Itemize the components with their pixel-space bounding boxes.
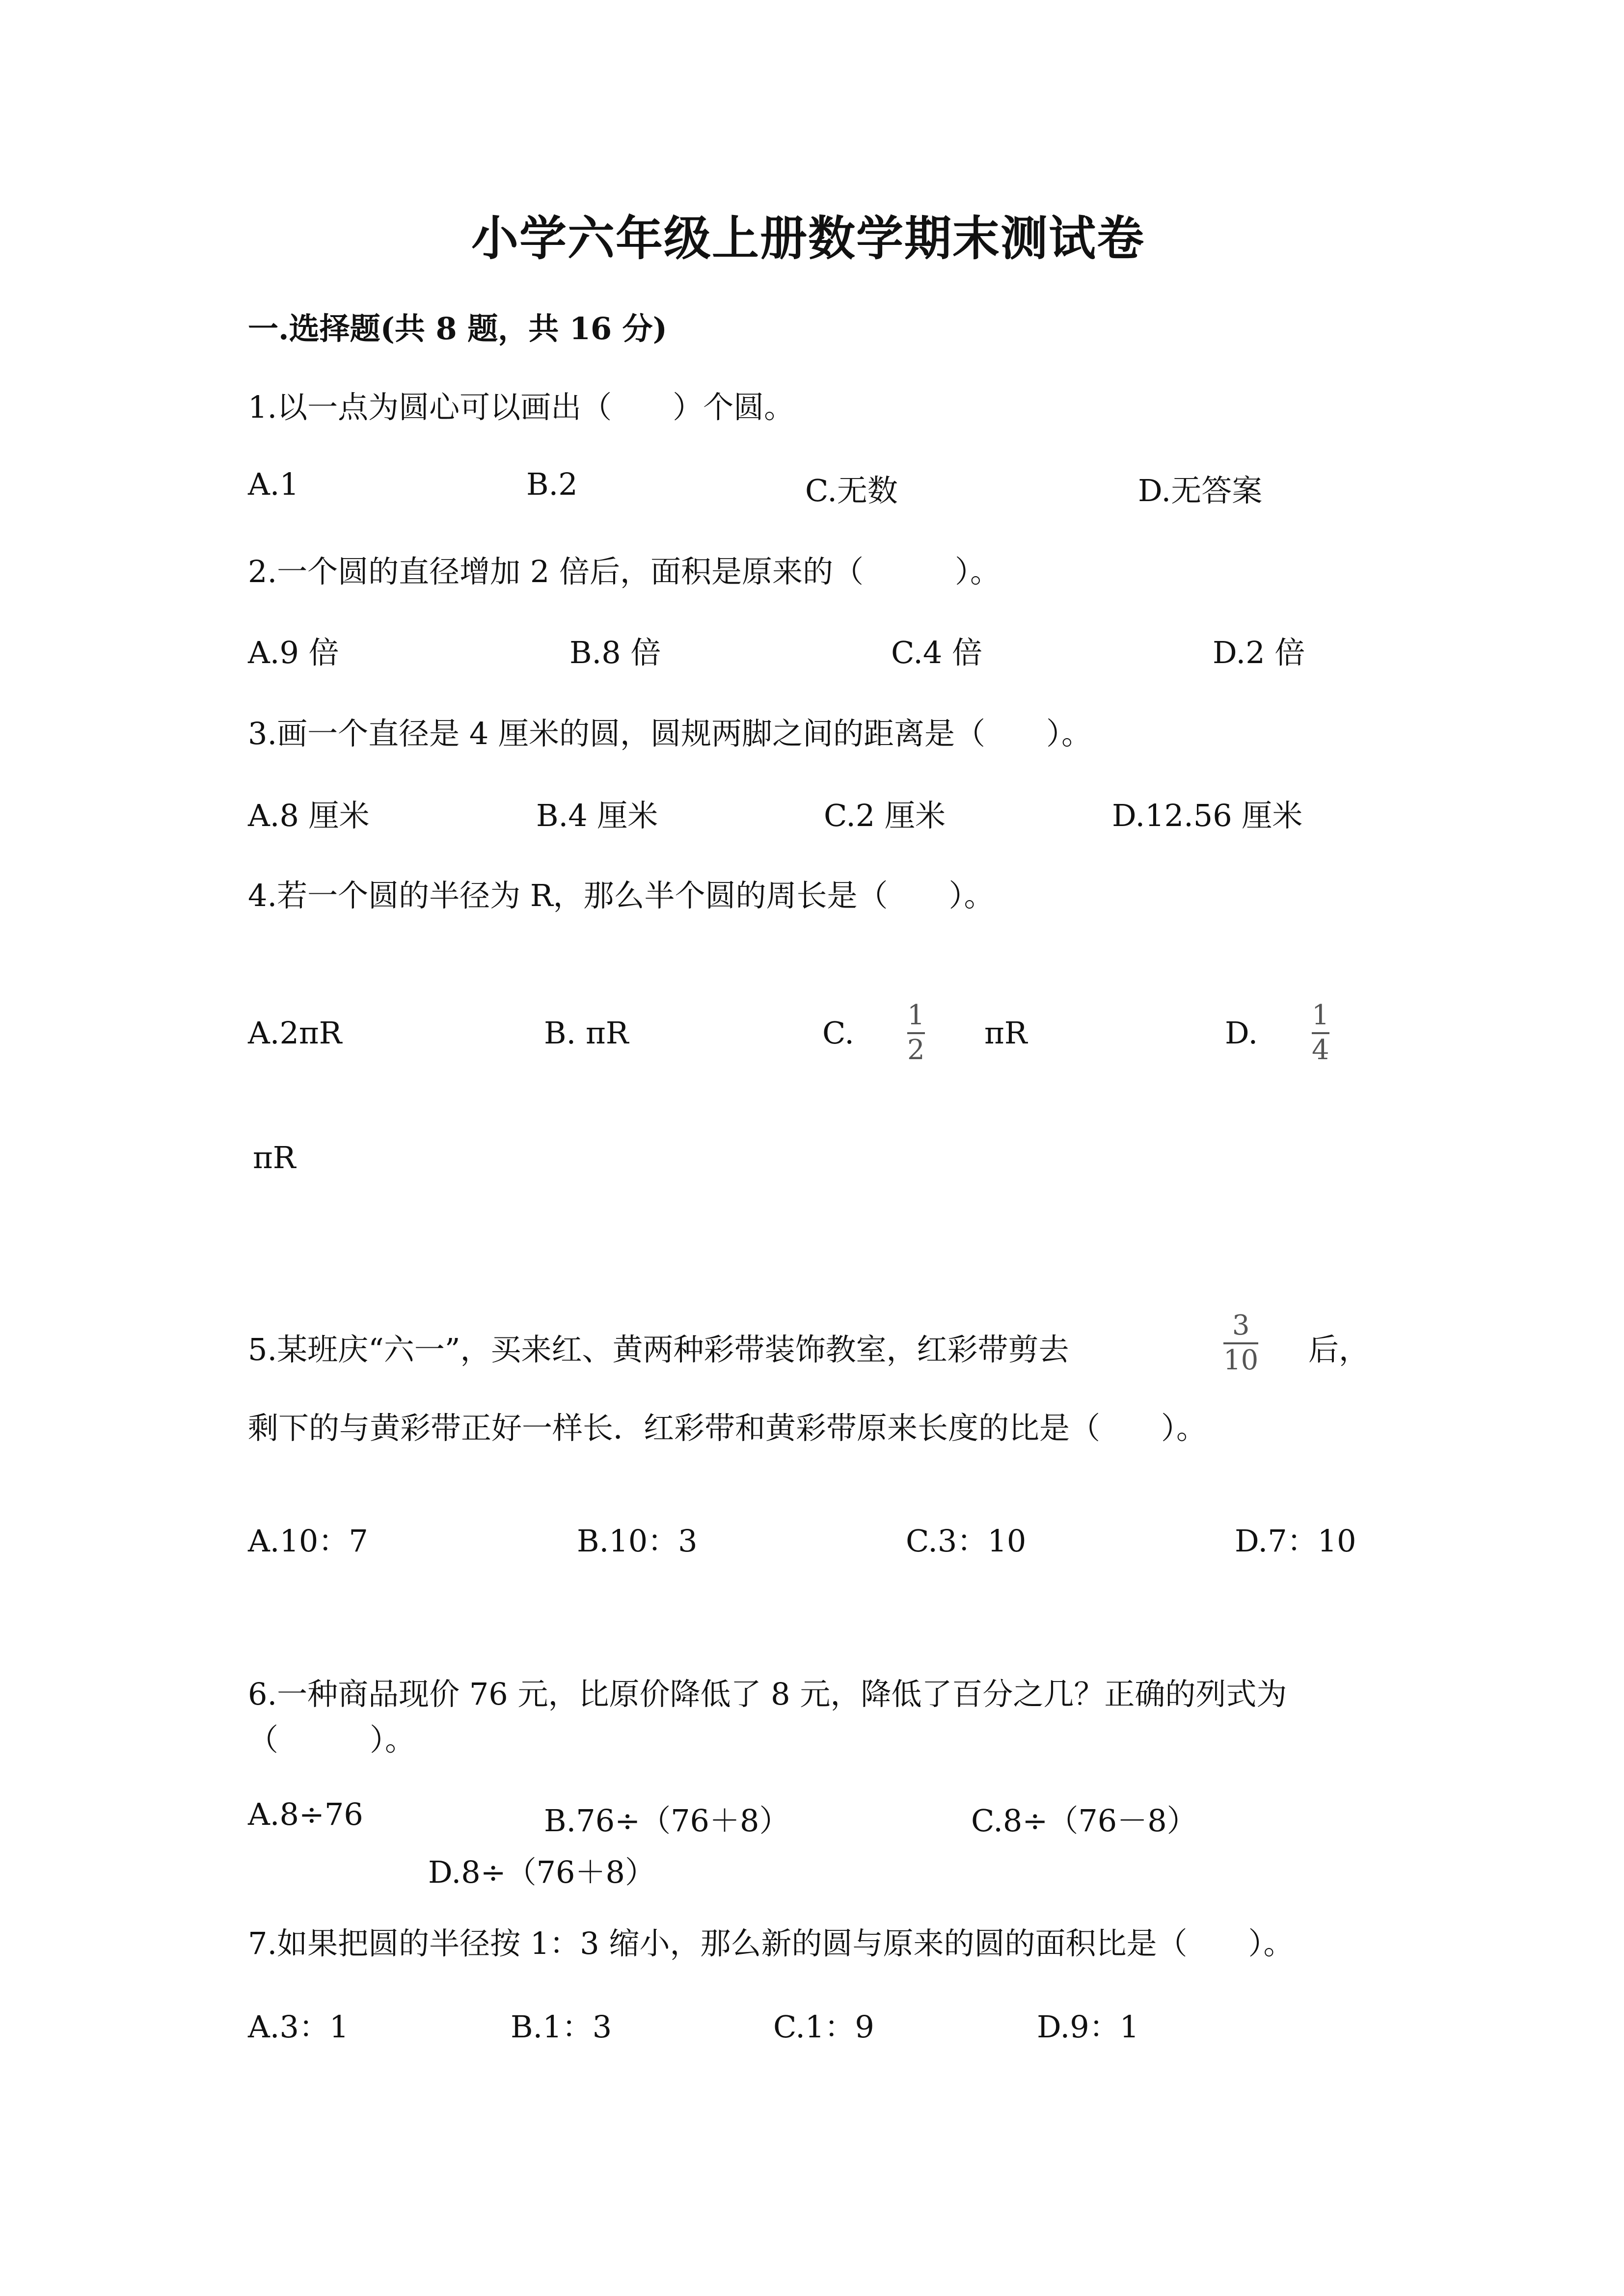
option-c[interactable]: C.2 厘米 xyxy=(824,798,946,833)
question-number: 7. xyxy=(248,1925,277,1961)
option-d[interactable]: D.7：10 xyxy=(1235,1523,1356,1559)
option-d[interactable]: D.8÷（76＋8） xyxy=(428,1854,655,1890)
question-5-line-2: 剩下的与黄彩带正好一样长．红彩带和黄彩带原来长度的比是（ ）。 xyxy=(248,1410,1207,1446)
question-6-line-1 xyxy=(248,1670,1287,1713)
option-b[interactable]: B.10：3 xyxy=(577,1523,698,1559)
question-5-line-1-end: 后， xyxy=(1308,1332,1370,1367)
option-a[interactable]: A.8 厘米 xyxy=(248,798,370,833)
question-5-line-1 xyxy=(248,1325,1069,1369)
option-b[interactable]: B.76÷（76＋8） xyxy=(544,1803,790,1839)
option-d[interactable]: D.9：1 xyxy=(1037,2009,1139,2045)
option-b[interactable]: B.4 厘米 xyxy=(536,798,658,833)
question-6-line-2: （ ）。 xyxy=(248,1722,416,1758)
question-1 xyxy=(248,383,794,427)
option-a[interactable]: A.10：7 xyxy=(248,1523,368,1559)
option-c[interactable]: C.1：9 xyxy=(773,2009,874,2045)
option-c[interactable]: C.4 倍 xyxy=(891,635,983,670)
option-d-suffix: πR xyxy=(253,1140,296,1175)
option-d[interactable]: D.无答案 xyxy=(1138,473,1263,508)
page-title: 小学六年级上册数学期末测试卷 xyxy=(471,211,1145,266)
section-heading: 一.选择题(共 8 题，共 16 分) xyxy=(248,311,668,347)
question-text: 画一个直径是 4 厘米的圆，圆规两脚之间的距离是（ ）。 xyxy=(277,716,1092,751)
fraction-one-quarter xyxy=(1312,1001,1329,1065)
option-a[interactable]: A.2πR xyxy=(248,1015,342,1051)
question-number: 5. xyxy=(248,1332,277,1367)
question-text: 如果把圆的半径按 1：3 缩小，那么新的圆与原来的圆的面积比是（ ）。 xyxy=(277,1925,1294,1961)
option-b[interactable]: B.1：3 xyxy=(511,2009,612,2045)
option-b[interactable]: B.2 xyxy=(526,466,578,502)
question-3 xyxy=(248,709,1092,753)
question-text: 一个圆的直径增加 2 倍后，面积是原来的（ ）。 xyxy=(277,554,1001,589)
option-a[interactable]: A.9 倍 xyxy=(248,635,339,670)
option-c-suffix: πR xyxy=(984,1015,1028,1051)
question-number: 3. xyxy=(248,716,277,751)
option-d[interactable]: D. xyxy=(1225,1015,1258,1051)
option-a[interactable]: A.3：1 xyxy=(248,2009,349,2045)
option-c[interactable]: C. xyxy=(822,1015,854,1051)
question-text: 某班庆“六一”，买来红、黄两种彩带装饰教室，红彩带剪去 xyxy=(277,1332,1069,1367)
option-c[interactable]: C.3：10 xyxy=(906,1523,1027,1559)
fraction-denominator: 4 xyxy=(1312,1034,1329,1066)
question-number: 1. xyxy=(248,389,277,425)
option-c[interactable]: C.8÷（76－8） xyxy=(971,1803,1197,1839)
question-2 xyxy=(248,547,1001,591)
question-text: 一种商品现价 76 元，比原价降低了 8 元，降低了百分之几？正确的列式为 xyxy=(277,1676,1287,1712)
fraction-numerator: 3 xyxy=(1232,1309,1250,1341)
fraction-three-tenths xyxy=(1223,1311,1258,1375)
question-number: 6. xyxy=(248,1676,277,1712)
fraction-one-half xyxy=(907,1001,925,1065)
fraction-numerator: 1 xyxy=(907,999,925,1031)
fraction-denominator: 10 xyxy=(1223,1344,1259,1376)
option-b[interactable]: B. πR xyxy=(544,1015,629,1051)
option-b[interactable]: B.8 倍 xyxy=(569,635,661,670)
question-text: 以一点为圆心可以画出（ ）个圆。 xyxy=(277,389,795,425)
fraction-denominator: 2 xyxy=(907,1034,925,1066)
question-text: 若一个圆的半径为 R，那么半个圆的周长是（ ）。 xyxy=(277,878,995,913)
option-a[interactable]: A.8÷76 xyxy=(248,1796,363,1832)
fraction-numerator: 1 xyxy=(1312,999,1329,1031)
option-c[interactable]: C.无数 xyxy=(805,473,898,508)
question-number: 2. xyxy=(248,554,277,589)
question-number: 4. xyxy=(248,878,277,913)
option-d[interactable]: D.12.56 厘米 xyxy=(1112,798,1303,833)
question-4 xyxy=(248,871,995,915)
option-a[interactable]: A.1 xyxy=(248,466,299,502)
question-7 xyxy=(248,1919,1294,1963)
option-d[interactable]: D.2 倍 xyxy=(1213,635,1305,670)
